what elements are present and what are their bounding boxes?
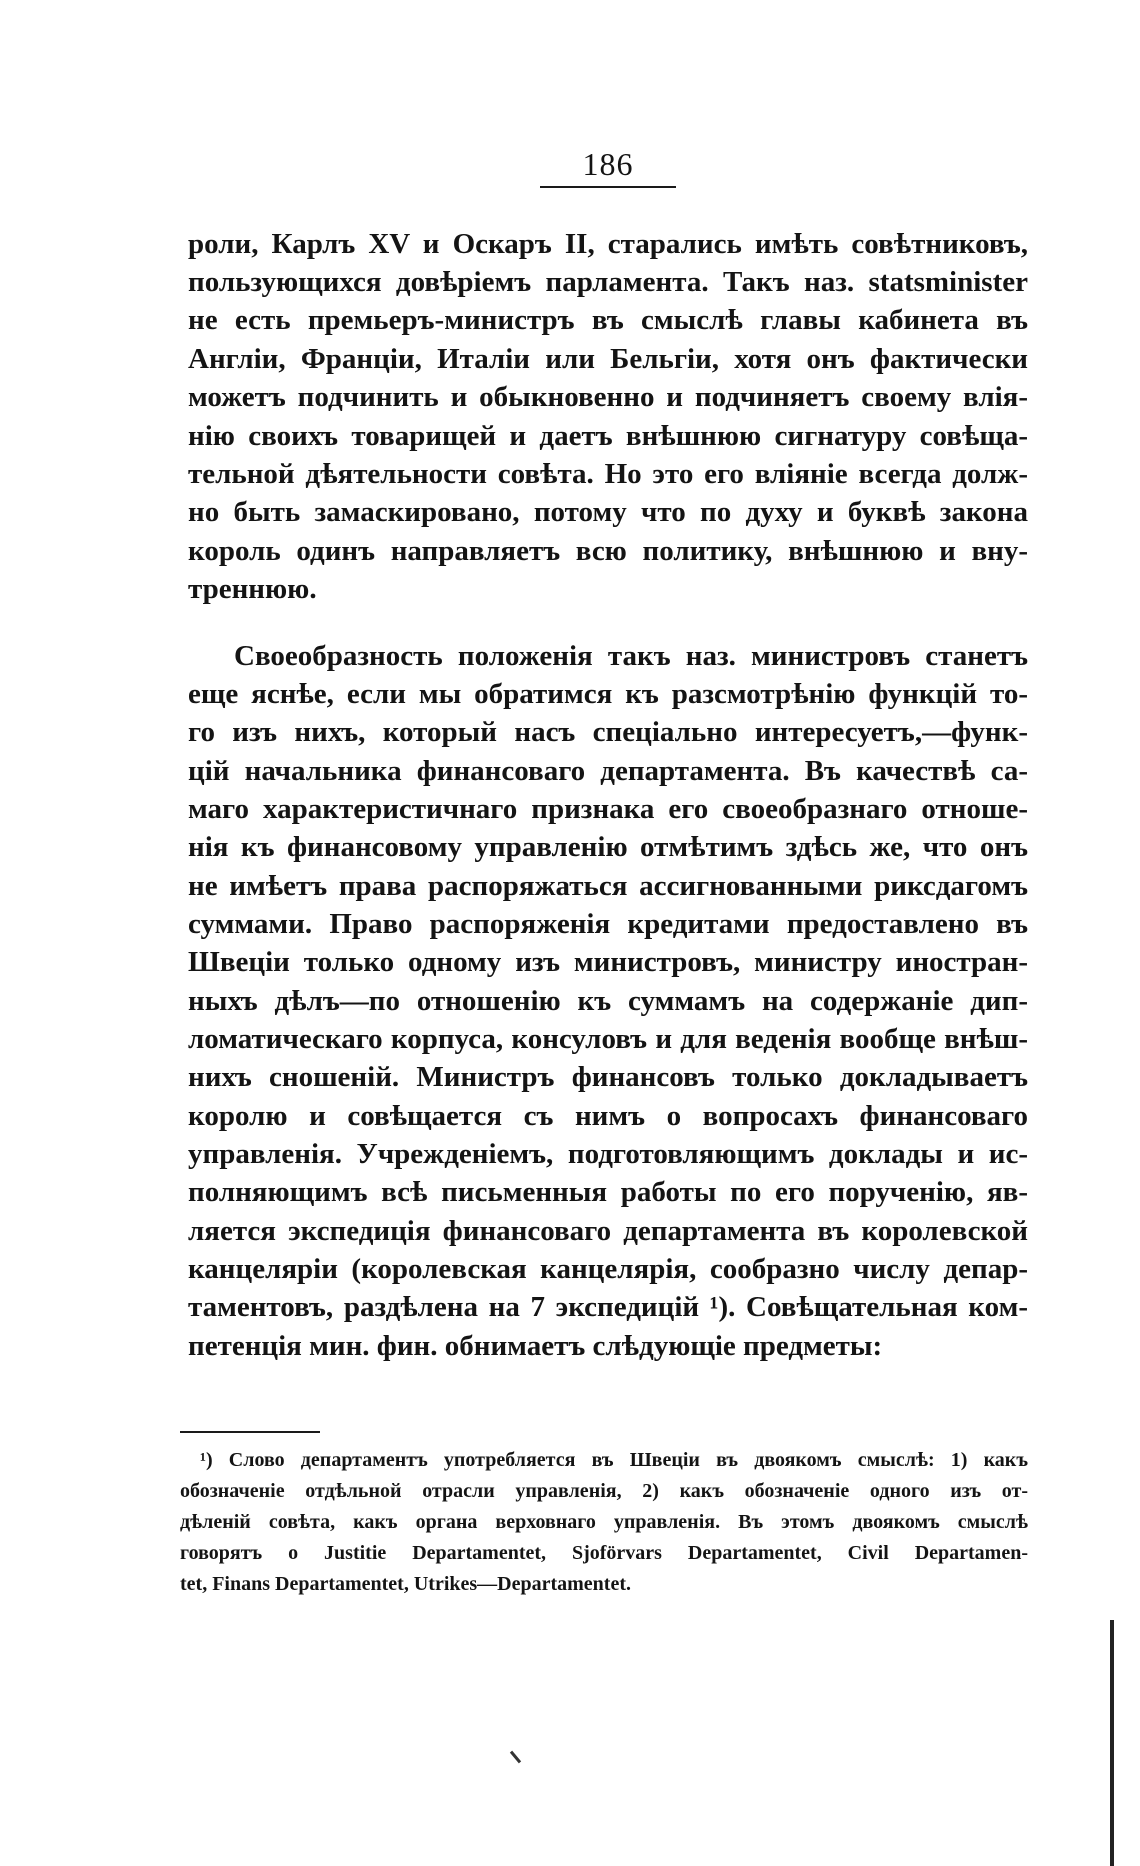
- body-line: треннюю.: [188, 573, 317, 605]
- body-line: маго характеристичнаго признака его своеобразнаго отноше-: [188, 793, 1028, 825]
- body-line: таментовъ, раздѣлена на 7 экспедицій ¹). Совѣщательная ком-: [188, 1291, 1028, 1323]
- page-number: 186: [582, 146, 634, 182]
- footnote-rule: [180, 1431, 320, 1433]
- body-line: петенція мин. фин. обнимаетъ слѣдующіе предметы:: [188, 1330, 883, 1362]
- body-line: го изъ нихъ, который насъ спеціально интересуетъ,—функ-: [188, 716, 1028, 748]
- body-line: цій начальника финансоваго департамента. Въ качествѣ са-: [188, 755, 1028, 787]
- body-line: не есть премьеръ-министръ въ смыслѣ главы кабинета въ: [188, 304, 1028, 336]
- body-line: можетъ подчинить и обыкновенно и подчиняетъ своему влія-: [188, 381, 1028, 413]
- page-number-rule: [540, 186, 676, 188]
- body-line: но быть замаскировано, потому что по духу и буквѣ закона: [188, 496, 1028, 528]
- body-line: ломатическаго корпуса, консуловъ и для веденія вообще внѣш-: [188, 1023, 1028, 1055]
- stray-ink-mark: [510, 1751, 521, 1764]
- body-line: суммами. Право распоряженія кредитами предоставлено въ: [188, 908, 1028, 940]
- body-line: нія къ финансовому управленію отмѣтимъ здѣсь же, что онъ: [188, 831, 1028, 863]
- body-line: ляется экспедиція финансоваго департамента въ королевской: [188, 1215, 1028, 1247]
- scan-edge-mark: [1110, 1620, 1114, 1866]
- body-line: нихъ сношеній. Министръ финансовъ только докладываетъ: [188, 1061, 1028, 1093]
- footnote-line: обозначеніе отдѣльной отрасли управленія, 2) какъ обозначеніе одного изъ от-: [180, 1480, 1028, 1502]
- body-line: ныхъ дѣлъ—по отношенію къ суммамъ на содержаніе дип-: [188, 985, 1028, 1017]
- body-line: король одинъ направляетъ всю политику, внѣшнюю и вну-: [188, 535, 1028, 567]
- body-line: Англіи, Франціи, Италіи или Бельгіи, хотя онъ фактически: [188, 343, 1028, 375]
- body-line: канцеляріи (королевская канцелярія, сообразно числу депар-: [188, 1253, 1028, 1285]
- body-line: роли, Карлъ XV и Оскаръ II, старались имѣть совѣтниковъ,: [188, 228, 1028, 260]
- footnote-line: говорятъ о Justitie Departamentet, Sjoförvars Departamentet, Civil Departamen-: [180, 1542, 1028, 1564]
- body-line: пользующихся довѣріемъ парламента. Такъ наз. statsminister: [188, 266, 1028, 298]
- body-line: нію своихъ товарищей и даетъ внѣшнюю сигнатуру совѣща-: [188, 420, 1028, 452]
- body-line: не имѣетъ права распоряжаться ассигнованными риксдагомъ: [188, 870, 1028, 902]
- body-line: полняющимъ всѣ письменныя работы по его порученію, яв-: [188, 1176, 1028, 1208]
- body-line: Швеціи только одному изъ министровъ, министру иностран-: [188, 946, 1028, 978]
- body-line: тельной дѣятельности совѣта. Но это его вліяніе всегда долж-: [188, 458, 1028, 490]
- body-line: еще яснѣе, если мы обратимся къ разсмотрѣнію функцій то-: [188, 678, 1028, 710]
- body-line: Своеобразность положенія такъ наз. министровъ станетъ: [234, 640, 1028, 672]
- body-line: королю и совѣщается съ нимъ о вопросахъ финансоваго: [188, 1100, 1028, 1132]
- footnote-line: tet, Finans Departamentet, Utrikes—Departamentet.: [180, 1573, 631, 1595]
- footnote-line: дѣленій совѣта, какъ органа верховнаго управленія. Въ этомъ двоякомъ смыслѣ: [180, 1511, 1028, 1533]
- footnote-line: ¹) Слово департаментъ употребляется въ Швеціи въ двоякомъ смыслѣ: 1) какъ: [200, 1449, 1028, 1471]
- body-line: управленія. Учрежденіемъ, подготовляющимъ доклады и ис-: [188, 1138, 1028, 1170]
